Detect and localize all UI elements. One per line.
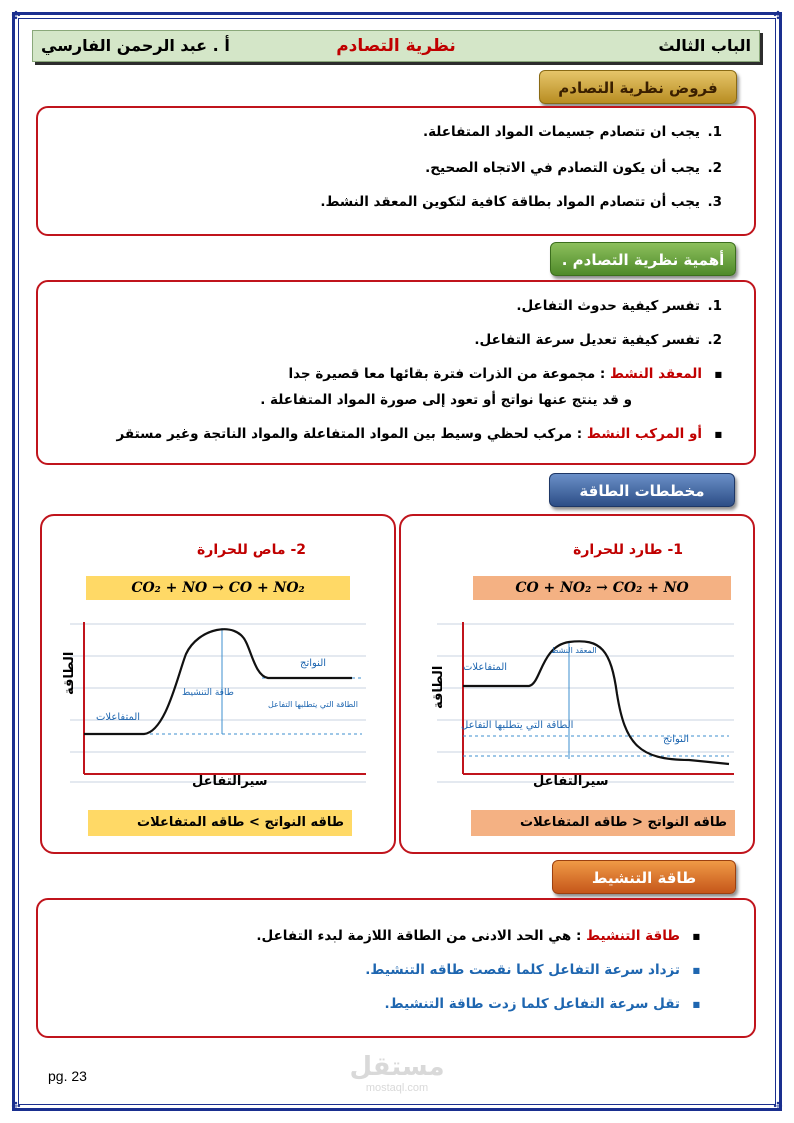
- importance-list: [62, 282, 722, 462]
- endothermic-title: [197, 542, 306, 558]
- reactants-label: المتفاعلات: [96, 712, 141, 723]
- item-text: تفسر كيفية تعديل سرعة التفاعل.: [474, 332, 700, 348]
- term-activation-energy: طاقة التنشيط: [586, 928, 680, 944]
- x-axis-label: سيرالتفاعل: [533, 774, 609, 789]
- bullet-icon: ■: [692, 931, 700, 941]
- list-item: [516, 298, 722, 314]
- page-title: نظرية التصادم: [336, 36, 456, 56]
- x-axis-label: سيرالتفاعل: [192, 774, 268, 789]
- list-item: [385, 996, 701, 1012]
- section-heading-assumptions: فروض نظرية التصادم: [539, 70, 737, 104]
- definition-activated-complex: [288, 366, 722, 382]
- products-label: النواتج: [300, 658, 327, 669]
- page-number: pg. 23: [48, 1068, 87, 1084]
- reactants-label: المتفاعلات: [463, 662, 508, 673]
- corner-ornament-icon: ✣: [11, 1100, 21, 1113]
- endothermic-equation: CO₂ + NO → CO + NO₂: [86, 576, 350, 600]
- term-activated-complex: المعقد النشط: [610, 366, 702, 382]
- definition-text: : مركب لحظي وسيط بين المواد المتفاعلة والمواد الناتجة وغير مستقر: [116, 426, 587, 442]
- y-axis-label: الطاقة: [62, 652, 77, 696]
- watermark-logo: [348, 1052, 446, 1094]
- importance-box: [36, 280, 756, 465]
- watermark-url: mostaql.com: [365, 1082, 429, 1094]
- diagram-index: 2-: [290, 542, 306, 558]
- item-text: تزداد سرعة التفاعل كلما نقصت طاقه التنشيط.: [365, 962, 680, 978]
- endothermic-comparison: طاقه النواتج > طاقه المتفاعلات: [88, 810, 352, 836]
- products-label: النواتج: [663, 734, 690, 745]
- list-item: [320, 194, 722, 210]
- item-number: 3.: [707, 194, 722, 210]
- corner-ornament-icon: ✣: [773, 9, 783, 22]
- item-number: 2.: [707, 160, 722, 176]
- section-heading-activation-energy: طاقة التنشيط: [552, 860, 736, 894]
- term-activated-compound: أو المركب النشط: [586, 426, 702, 442]
- y-axis-label: الطاقة: [431, 666, 446, 710]
- bullet-icon: ■: [714, 369, 722, 379]
- item-text: يجب أن يكون التصادم في الاتجاه الصحيح.: [425, 160, 700, 176]
- diagram-title: ماص للحرارة: [197, 542, 286, 558]
- activation-energy-box: [36, 898, 756, 1038]
- watermark-arabic: مستقل: [349, 1052, 445, 1082]
- energy-curve: [463, 641, 729, 764]
- bullet-icon: ■: [692, 999, 700, 1009]
- list-item: [365, 962, 700, 978]
- activation-energy-label: طاقة التنشيط: [182, 688, 234, 698]
- item-number: 1.: [707, 298, 722, 314]
- list-item: [423, 124, 722, 140]
- assumptions-box: [36, 106, 756, 236]
- item-text: تقل سرعة التفاعل كلما زدت طاقة التنشيط.: [384, 996, 680, 1012]
- item-text: يجب ان تتصادم جسيمات المواد المتفاعلة.: [422, 124, 700, 140]
- activated-complex-label: المعقد النشط: [551, 646, 597, 655]
- author-name: أ . عبد الرحمن الفارسي: [41, 36, 230, 55]
- corner-ornament-icon: ✣: [11, 9, 21, 22]
- list-item: [474, 332, 722, 348]
- activation-energy-list: [60, 900, 700, 1036]
- section-heading-importance: أهمية نظرية التصادم .: [550, 242, 736, 276]
- list-item: [425, 160, 722, 176]
- definition-activation-energy: [256, 928, 700, 944]
- definition-text: : مجموعة من الذرات فترة بقائها معا قصيرة جدا: [288, 366, 611, 382]
- item-text: تفسر كيفية حدوث التفاعل.: [516, 298, 700, 314]
- exothermic-equation: CO + NO₂ → CO₂ + NO: [473, 576, 731, 600]
- definition-text: : هي الحد الادنى من الطاقة اللازمة لبدء التفاعل.: [256, 928, 587, 944]
- exothermic-title: [573, 542, 683, 558]
- assumptions-list: [62, 108, 722, 234]
- activation-energy-label: الطاقة التي يتطلبها التفاعل: [461, 720, 574, 731]
- item-number: 2.: [707, 332, 722, 348]
- item-text: يجب أن تتصادم المواد بطاقة كافية لتكوين المعقد النشط.: [320, 194, 700, 210]
- exothermic-card: [399, 514, 755, 854]
- page-header: [32, 30, 760, 62]
- endothermic-card: [40, 514, 396, 854]
- chapter-label: الباب الثالث: [658, 36, 751, 55]
- diagram-title: طارد للحرارة: [573, 542, 663, 558]
- section-heading-energy-diagrams: مخططات الطاقة: [549, 473, 735, 507]
- diagram-index: 1-: [667, 542, 683, 558]
- definition-continuation: و قد ينتج عنها نواتج أو تعود إلى صورة المواد المتفاعلة .: [260, 392, 632, 408]
- exothermic-comparison: طاقه النواتج < طاقه المتفاعلات: [471, 810, 735, 836]
- definition-activated-compound: [117, 426, 722, 442]
- required-energy-label: الطاقة التي يتطلبها التفاعل: [268, 700, 358, 709]
- bullet-icon: ■: [714, 429, 722, 439]
- item-number: 1.: [707, 124, 722, 140]
- bullet-icon: ■: [692, 965, 700, 975]
- corner-ornament-icon: ✣: [773, 1100, 783, 1113]
